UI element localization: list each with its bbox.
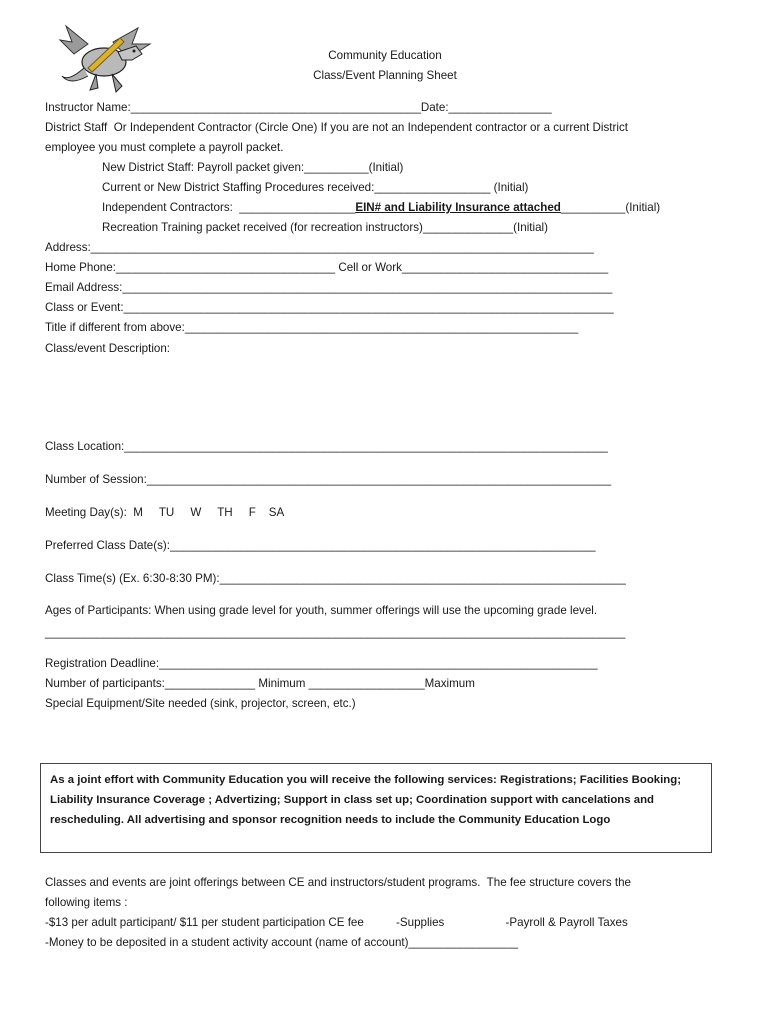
fees-items: -$13 per adult participant/ $11 per student participation CE fee -Supplies -Payroll & Payroll Taxes [45,916,628,929]
preferred-dates-field[interactable]: Preferred Class Date(s):__________________________________________________________________ [45,539,596,552]
registration-deadline-field[interactable]: Registration Deadline:____________________________________________________________________ [45,657,598,670]
staff-type-line-1: District Staff Or Independent Contractor (Circle One) If you are not an Independent contractor or a current District [45,121,628,134]
page-title: Class/Event Planning Sheet [313,69,457,82]
class-times-field[interactable]: Class Time(s) (Ex. 6:30-8:30 PM):_______________________________________________________________ [45,572,626,585]
participants-field[interactable]: Number of participants:______________ Minimum __________________Maximum [45,677,475,690]
phone-field[interactable]: Home Phone:__________________________________ Cell or Work________________________________ [45,261,609,274]
contractors-initial: __________(Initial) [560,201,661,214]
description-label: Class/event Description: [45,342,171,355]
ein-insurance-label: EIN# and Liability Insurance attached [355,201,561,214]
instructor-name-field[interactable]: Instructor Name:_____________________________________________Date:________________ [45,101,552,114]
class-event-field[interactable]: Class or Event:____________________________________________________________________________ [45,301,614,314]
email-field[interactable]: Email Address:____________________________________________________________________________ [45,281,613,294]
ages-field[interactable]: __________________________________________________________________________________________ [45,626,626,639]
address-field[interactable]: Address:______________________________________________________________________________ [45,241,594,254]
fees-intro-2: following items : [45,896,128,909]
title-field[interactable]: Title if different from above:_____________________________________________________________ [45,321,579,334]
meeting-days-field[interactable]: Meeting Day(s): M TU W TH F SA [45,506,285,519]
staff-type-line-2: employee you must complete a payroll packet. [45,141,284,154]
payroll-packet-field[interactable]: New District Staff: Payroll packet given:__________(Initial) [102,161,404,174]
equipment-label: Special Equipment/Site needed (sink, projector, screen, etc.) [45,697,356,710]
sessions-field[interactable]: Number of Session:________________________________________________________________________ [45,473,612,486]
org-title: Community Education [328,49,442,62]
contractors-field[interactable] [102,201,660,215]
deposit-account-field[interactable]: -Money to be deposited in a student activity account (name of account)_________________ [45,936,519,949]
staffing-procedures-field[interactable]: Current or New District Staffing Procedures received:__________________ (Initial) [102,181,529,194]
fees-intro-1: Classes and events are joint offerings between CE and instructors/student programs. The fee structure covers the [45,876,632,889]
ages-label: Ages of Participants: When using grade level for youth, summer offerings will use the upcoming grade level. [45,604,598,617]
services-box: As a joint effort with Community Education you will receive the following services: Registrations; Facilities Booking; Liability Insurance Coverage ; Advertizing; Support in class set up; Coordination support with cancelations and rescheduling. All advertising and sponsor recognition needs to include the Community Education Logo [40,763,712,853]
contractors-label: Independent Contractors: __________________ [102,201,356,214]
recreation-training-field[interactable]: Recreation Training packet received (for recreation instructors)______________(Initial) [102,221,548,234]
location-field[interactable]: Class Location:___________________________________________________________________________ [45,440,608,453]
